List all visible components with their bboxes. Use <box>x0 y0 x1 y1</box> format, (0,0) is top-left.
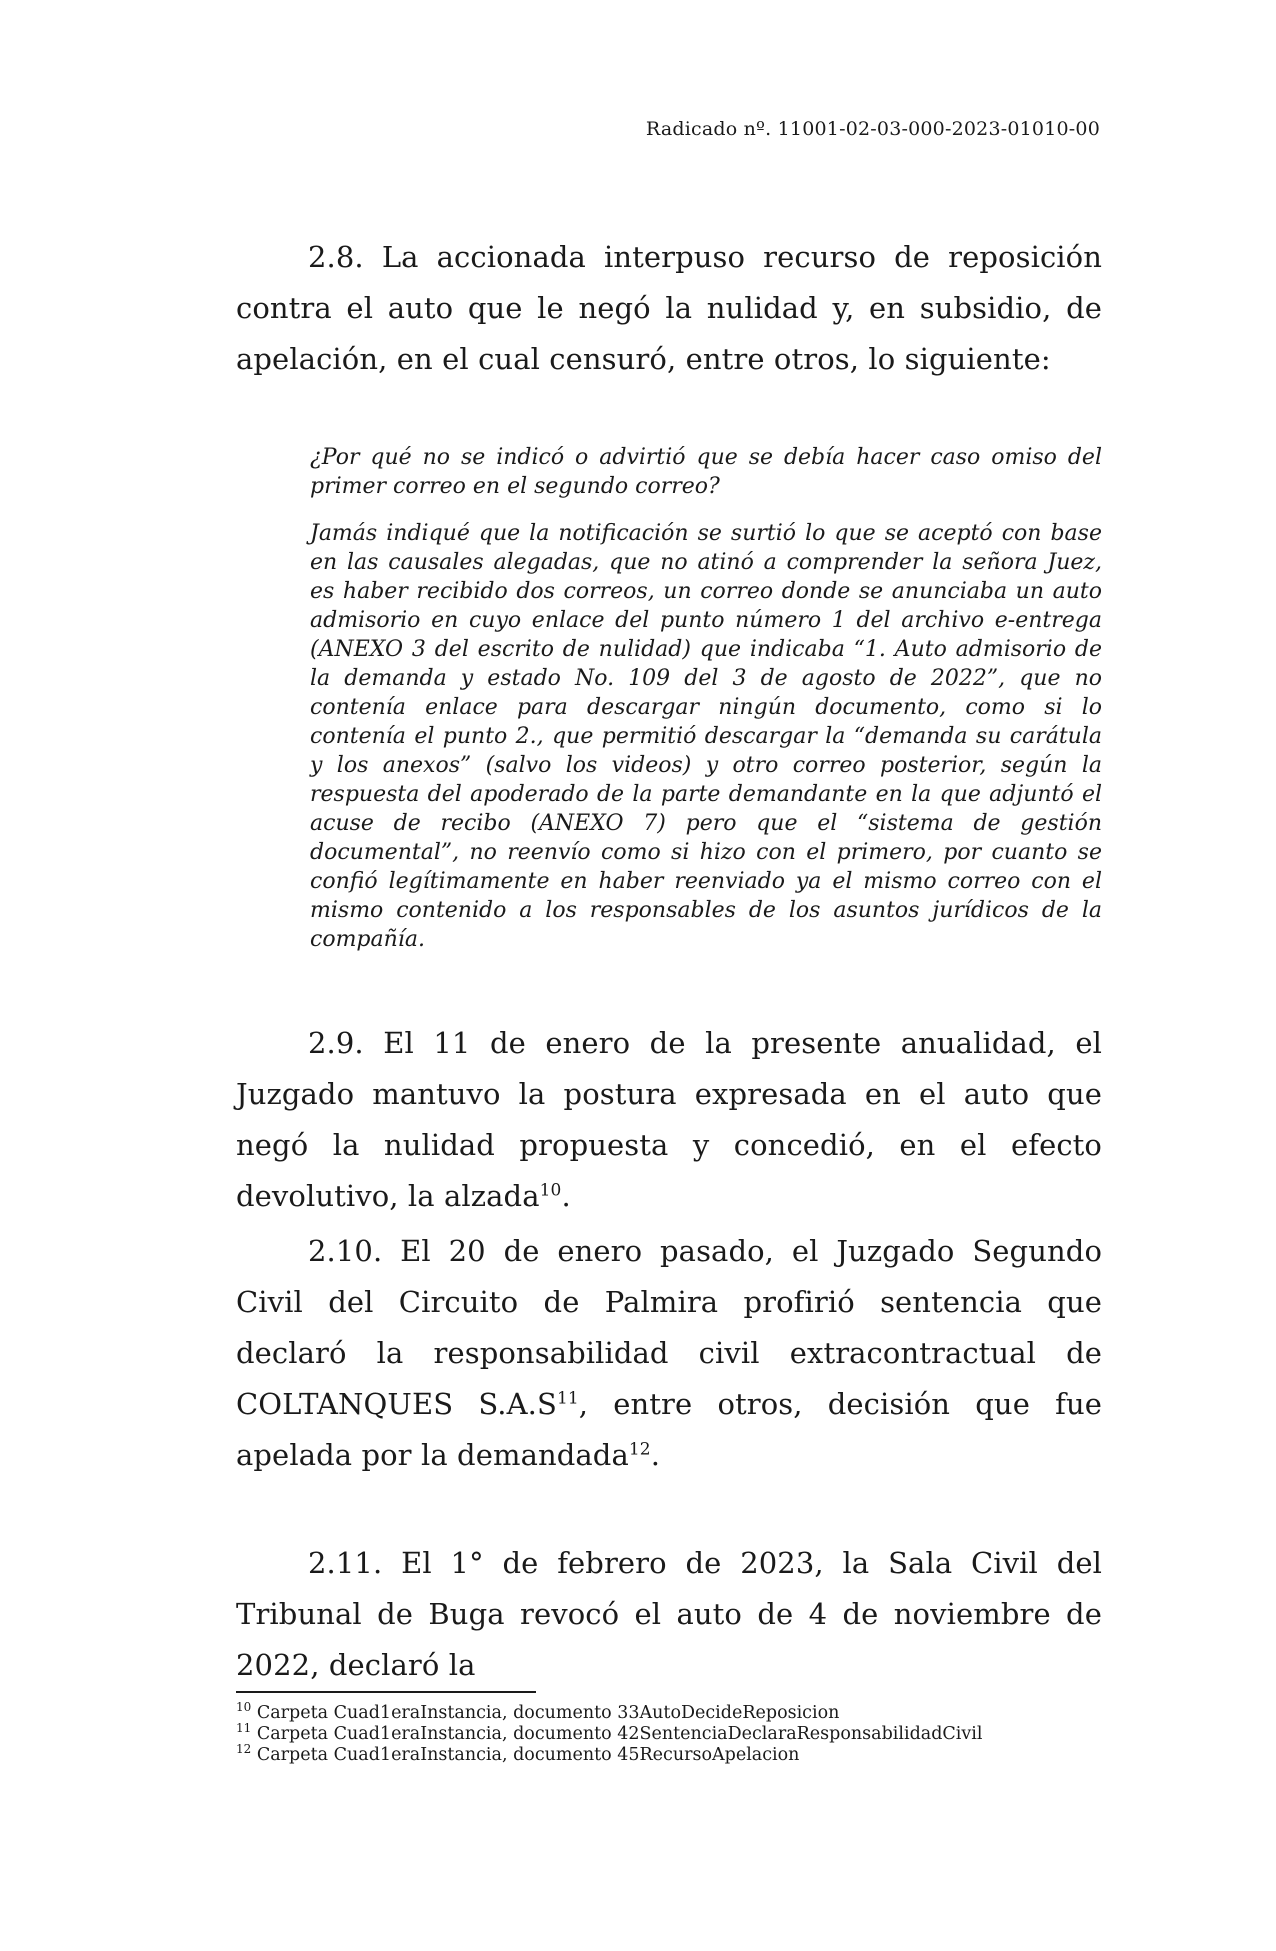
footnote-ref-10: 10 <box>539 1180 562 1201</box>
case-number-header: Radicado nº. 11001-02-03-000-2023-01010-00 <box>645 118 1100 140</box>
footnotes <box>236 1700 1116 1766</box>
paragraph-text <box>236 232 1102 385</box>
paragraph-2-10-text-a: 2.10. El 20 de enero pasado, el Juzgado Segundo Civil del Circuito de Palmira profirió sentencia que declaró la responsabilidad civil extracontractual de COLTANQUES S.A.S <box>236 1234 1102 1421</box>
paragraph-text <box>236 1226 1102 1481</box>
paragraph-end: . <box>650 1438 661 1472</box>
paragraph-2-8 <box>236 232 1102 385</box>
footnote-number: 11 <box>236 1721 252 1736</box>
footnote-10 <box>236 1700 1116 1724</box>
footnote-ref-12: 12 <box>628 1439 651 1460</box>
block-quote <box>310 443 1102 954</box>
paragraph-2-10 <box>236 1226 1102 1481</box>
paragraph-2-10-text-b: , entre otros, decisión que fue apelada por la demandada <box>236 1387 1102 1472</box>
footnote-text: Carpeta Cuad1eraInstancia, documento 33AutoDecideReposicion <box>256 1703 840 1723</box>
quote-question: ¿Por qué no se indicó o advirtió que se debía hacer caso omiso del primer correo en el segundo correo? <box>310 445 1102 499</box>
footnote-separator <box>236 1691 536 1693</box>
footnote-text: Carpeta Cuad1eraInstancia, documento 45RecursoApelacion <box>256 1745 800 1765</box>
paragraph-2-11 <box>236 1538 1102 1691</box>
paragraph-2-8-text: 2.8. La accionada interpuso recurso de reposición contra el auto que le negó la nulidad y, en subsidio, de apelación, en el cual censuró, entre otros, lo siguiente: <box>236 240 1102 376</box>
paragraph-end: . <box>561 1179 571 1213</box>
paragraph-text <box>236 1018 1102 1222</box>
paragraph-2-9 <box>236 1018 1102 1222</box>
footnote-number: 12 <box>236 1742 252 1757</box>
footnote-12 <box>236 1742 1116 1766</box>
footnote-11 <box>236 1721 1116 1745</box>
footnote-number: 10 <box>236 1700 252 1715</box>
paragraph-text <box>236 1538 1102 1691</box>
paragraph-2-9-text: 2.9. El 11 de enero de la presente anualidad, el Juzgado mantuvo la postura expresada en el auto que negó la nulidad propuesta y concedió, en el efecto devolutivo, la alzada <box>236 1026 1102 1213</box>
quote-body: Jamás indiqué que la notificación se surtió lo que se aceptó con base en las causales alegadas, que no atinó a comprender la señora Juez, es haber recibido dos correos, un correo donde se anunciaba un auto admisorio en cuyo enlace del punto número 1 del archivo e-entrega (ANEXO 3 del escrito de nulidad) que indicaba “1. Auto admisorio de la demanda y estado No. 109 del 3 de agosto de 2022”, que no contenía enlace para descargar ningún documento, como si lo contenía el punto 2., que permitió descargar la “demanda su carátula y los anexos” (salvo los videos) y otro correo posterior, según la respuesta del apoderado de la parte demandante en la que adjuntó el acuse de recibo (ANEXO 7) pero que el “sistema de gestión documental”, no reenvío como si hizo con el primero, por cuanto se confió legítimamente en haber reenviado ya el mismo correo con el mismo contenido a los responsables de los asuntos jurídicos de la compañía. <box>310 521 1102 952</box>
footnote-ref-11: 11 <box>556 1388 579 1409</box>
footnote-text: Carpeta Cuad1eraInstancia, documento 42SentenciaDeclaraResponsabilidadCivil <box>256 1724 983 1744</box>
paragraph-2-11-text: 2.11. El 1° de febrero de 2023, la Sala Civil del Tribunal de Buga revocó el auto de 4 de noviembre de 2022, declaró la <box>236 1546 1102 1682</box>
